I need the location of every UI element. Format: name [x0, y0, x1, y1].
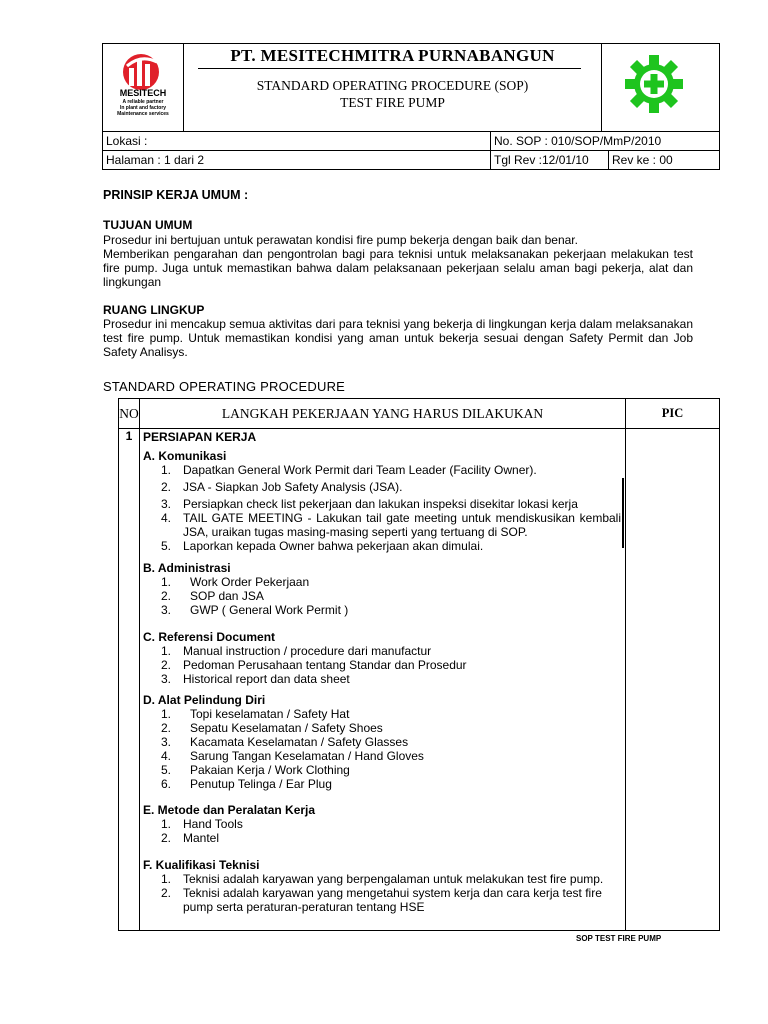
list-item: 2. Mantel: [161, 831, 220, 845]
title-rule: [198, 68, 581, 69]
column-header-langkah: LANGKAH PEKERJAAN YANG HARUS DILAKUKAN: [221, 406, 544, 421]
sop-heading: STANDARD OPERATING PROCEDURE: [103, 379, 346, 394]
logo-tagline: A reliable partner: [122, 99, 164, 105]
list-item: 4. Sarung Tangan Keselamatan / Hand Gloves: [161, 749, 424, 763]
ruang-title: RUANG LINGKUP: [103, 303, 205, 317]
sop-title: [184, 77, 601, 111]
list-item: 5. Pakaian Kerja / Work Clothing: [161, 763, 350, 777]
title-cell: [184, 44, 602, 131]
list-item: 1. Topi keselamatan / Safety Hat: [161, 707, 350, 721]
list-item: 5. Laporkan kepada Owner bahwa pekerjaan akan dimulai.: [161, 539, 484, 553]
section-e-title: E. Metode dan Peralatan Kerja: [143, 803, 316, 817]
halaman-field: Halaman : 1 dari 2: [106, 153, 205, 167]
row-title: PERSIAPAN KERJA: [143, 430, 257, 444]
document-header: [102, 43, 720, 170]
procedure-table: [118, 398, 720, 931]
list-item: 1. Work Order Pekerjaan: [161, 575, 310, 589]
tgl-rev-field: Tgl Rev :12/01/10: [490, 151, 608, 169]
tujuan-paragraph-2: Memberikan pengarahan dan pengontrolan bagi para teknisi untuk melaksanakan pekerjaan melakukan test fire pump. Juga untuk memastikan bahwa dalam pelaksanaan pekerjaan selalu aman bagi pekerja, alat dan lingkungan: [103, 247, 693, 289]
logo-name: MESITECH: [119, 88, 167, 98]
section-d-title: D. Alat Pelindung Diri: [143, 693, 266, 707]
row-number: 1: [125, 429, 133, 443]
logo-cell: [103, 44, 184, 131]
safety-gear-cross-icon: [602, 44, 719, 131]
prinsip-title: PRINSIP KERJA UMUM :: [103, 188, 249, 202]
list-item: 6. Penutup Telinga / Ear Plug: [161, 777, 332, 791]
sop-title-line2: TEST FIRE PUMP: [340, 95, 445, 110]
page-footer: SOP TEST FIRE PUMP: [576, 934, 662, 943]
section-c-title: C. Referensi Document: [143, 630, 276, 644]
ruang-paragraph: Prosedur ini mencakup semua aktivitas dari para teknisi yang bekerja di lingkungan kerja dalam melaksanakan test fire pump. Untuk memastikan kondisi yang aman untuk bekerja sesuai dengan Safety Permit dan Job Safety Analisys.: [103, 317, 693, 359]
section-f-title: F. Kualifikasi Teknisi: [143, 858, 260, 872]
sop-title-line1: STANDARD OPERATING PROCEDURE (SOP): [256, 78, 529, 93]
lokasi-field: Lokasi :: [106, 134, 148, 148]
list-item: 1. Teknisi adalah karyawan yang berpengalaman untuk melakukan test fire pump.: [161, 872, 604, 886]
logo-tagline: In plant and factory: [119, 105, 167, 111]
list-item: 3. Historical report dan data sheet: [161, 672, 350, 686]
column-header-no: NO: [119, 406, 139, 421]
section-b-title: B. Administrasi: [143, 561, 231, 575]
column-header-pic: PIC: [661, 406, 684, 420]
tujuan-paragraph-1: Prosedur ini bertujuan untuk perawatan kondisi fire pump bekerja dengan baik dan benar.: [103, 233, 578, 247]
sop-number: No. SOP : 010/SOP/MmP/2010: [490, 132, 719, 150]
list-item: 1. Dapatkan General Work Permit dari Team Leader (Facility Owner).: [161, 463, 537, 477]
list-item: 2. JSA - Siapkan Job Safety Analysis (JSA).: [161, 480, 403, 494]
list-item: 2. Pedoman Perusahaan tentang Standar dan Prosedur: [161, 658, 467, 672]
list-item: 1. Hand Tools: [161, 817, 243, 831]
list-item: 2. SOP dan JSA: [161, 589, 264, 603]
section-a-title: A. Komunikasi: [143, 449, 227, 463]
list-item: 3. Persiapkan check list pekerjaan dan lakukan inspeksi disekitar lokasi kerja: [161, 497, 578, 511]
logo-tagline: Maintenance services: [117, 111, 169, 117]
icon-cell: [602, 44, 719, 131]
list-item: 4. TAIL GATE MEETING - Lakukan tail gate meeting untuk mendiskusikan kembali JSA, uraikan tugas masing-masing seperti yang tertuang di SOP.: [161, 511, 621, 539]
list-item: 2. Sepatu Keselamatan / Safety Shoes: [161, 721, 383, 735]
info-row-1: [103, 131, 719, 150]
rev-ke-field: Rev ke : 00: [608, 151, 719, 169]
tujuan-title: TUJUAN UMUM: [103, 218, 193, 232]
procedure-steps: [143, 429, 621, 914]
revision-bar: [622, 478, 624, 548]
list-item: 3. Kacamata Keselamatan / Safety Glasses: [161, 735, 409, 749]
list-item: 3. GWP ( General Work Permit ): [161, 603, 349, 617]
company-name: PT. MESITECHMITRA PURNABANGUN: [230, 46, 555, 65]
column-divider: [139, 399, 140, 930]
list-item: 1. Manual instruction / procedure dari manufactur: [161, 644, 432, 658]
column-divider: [625, 399, 626, 930]
info-row-2: [103, 150, 719, 169]
list-item: 2. Teknisi adalah karyawan yang mengetahui system kerja dan cara kerja test fire pump serta peraturan-peraturan tentang HSE: [161, 886, 602, 914]
